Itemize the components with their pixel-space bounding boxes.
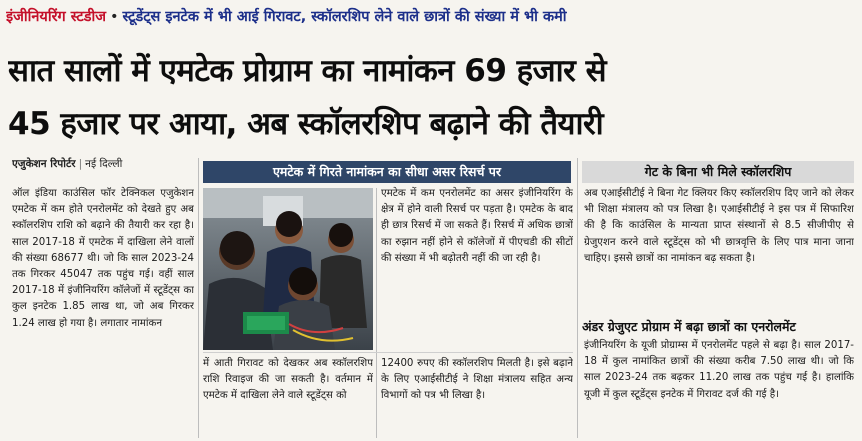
kicker-line [6,4,858,30]
body-column-3-bottom: 12400 रुपए की स्कॉलरशिप मिलती है। इसे बढ़ाने के लिए एआईसीटीई ने शिक्षा मंत्रालय सहित अन्य विभागों को पत्र भी लिखा है। [381,358,573,402]
column-divider [198,158,199,438]
column-divider [577,158,578,438]
byline [12,157,192,175]
column-divider [376,188,377,438]
body-column-1: ऑल इंडिया काउंसिल फॉर टेक्निकल एजुकेशन एमटेक में कम होते एनरोलमेंट को देखते हुए अब स्कॉलरशिप राशि को बढ़ाने की तैयारी कर रहा है। साल 2017-18 में एमटेक में दाखिला लेने वालों की संख्या 68677 थी। जो कि साल 2023-24 तक गिरकर 45047 तक पहुंच गई। वहीं साल 2017-18 में इंजीनियरिंग कॉलेजों में स्टूडेंट्स का कुल इनटेक 1.85 लाख था, जो अब गिरकर 1.24 लाख हो गया है। लगातार नामांकन [12,188,194,329]
subhead-ug-enrolment: अंडर ग्रेजुएट प्रोग्राम में बढ़ा छात्रों का एनरोलमेंट [582,319,796,334]
byline-author: एजुकेशन रिपोर्टर [12,158,76,170]
students-lab-photo [203,188,373,350]
byline-place: नई दिल्ली [85,158,123,170]
kicker-text: स्टूडेंट्स इनटेक में भी आई गिरावट, स्कॉलरशिप लेने वाले छात्रों की संख्या में भी कमी [122,9,567,25]
bullet-separator: • [109,9,119,25]
body-column-4-top: अब एआईसीटीई ने बिना गेट क्लियर किए स्कॉलरशिप दिए जाने को लेकर भी शिक्षा मंत्रालय को पत्र लिखा है। एआईसीटीई ने इस पत्र में सिफारिश की है कि काउंसिल के मान्यता प्राप्त संस्थानों से 8.5 सीजीपीए से ग्रेजुएशन करने वाले स्टूडेंट्स को भी छात्रवृत्ति के लिए पात्र माना जाना चाहिए। इससे छात्रों का नामांकन बढ़ सकता है। [584,188,854,264]
section-tag: इंजीनियरिंग स्टडीज [6,9,106,25]
headline-line-1: सात सालों में एमटेक प्रोग्राम का नामांकन 69 हजार से [8,53,607,89]
body-column-3-top: एमटेक में कम एनरोलमेंट का असर इंजीनियरिंग के क्षेत्र में होने वाली रिसर्च पर पड़ता है। एमटेक के बाद ही छात्र रिसर्च में जा सकते हैं। रिसर्च में अधिक छात्रों का रुझान नहीं होने से कॉलेजों में पीएचडी की सीटों की संख्या में भी बढ़ोतरी नहीं की जा रही है। [381,188,573,264]
body-column-2-bottom: में आती गिरावट को देखकर अब स्कॉलरशिप राशि रिवाइज की जा सकती है। वर्तमान में एमटेक में दाखिला लेने वाले स्टूडेंट्स को [203,358,373,402]
section-bar-research: एमटेक में गिरते नामांकन का सीधा असर रिसर्च पर [203,161,571,183]
headline-line-2: 45 हजार पर आया, अब स्कॉलरशिप बढ़ाने की तैयारी [8,106,604,142]
body-column-4-bottom: इंजीनियरिंग के यूजी प्रोग्राम्स में एनरोलमेंट पहले से बढ़ा है। साल 2017-18 में कुल नामांकित छात्रों की संख्या करीब 7.50 लाख थी। जो कि साल 2023-24 तक बढ़कर 11.20 लाख तक पहुंच गई है। हालांकि यूजी में कुल स्टूडेंट्स इनटेक में गिरावट दर्ज की गई है। [584,340,854,400]
byline-separator: | [78,158,83,170]
horizontal-divider [203,352,573,353]
section-bar-scholarship: गेट के बिना भी मिले स्कॉलरशिप [582,161,854,183]
